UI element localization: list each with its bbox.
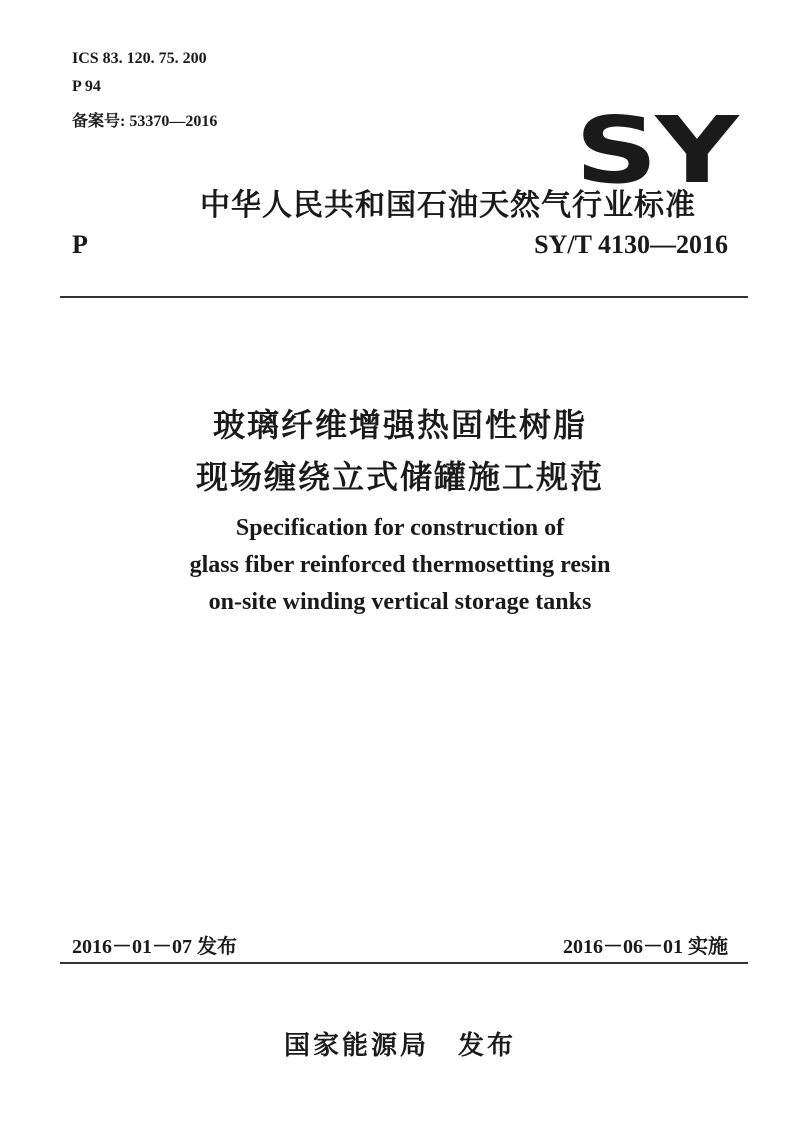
header-divider xyxy=(60,296,748,298)
cn-title-line-2: 现场缠绕立式储罐施工规范 xyxy=(195,458,604,496)
filing-number: 备案号: 53370—2016 xyxy=(72,113,218,130)
footer-divider xyxy=(60,962,748,964)
ics-code: ICS 83. 120. 75. 200 xyxy=(72,50,207,67)
en-title-line-2: glass fiber reinforced thermosetting resin xyxy=(189,552,611,578)
en-title-line-1: Specification for construction of xyxy=(235,515,565,541)
standard-number: SY/T 4130—2016 xyxy=(534,230,728,259)
industry-standard-title: 中华人民共和国石油天然气行业标准 xyxy=(200,188,696,223)
category-letter: P xyxy=(72,230,88,259)
ccs-code: P 94 xyxy=(72,78,101,95)
publisher: 国家能源局 发布 xyxy=(283,1031,516,1061)
en-title-line-3: on-site winding vertical storage tanks xyxy=(208,589,592,615)
implementation-date: 2016－06－01 实施 xyxy=(563,936,728,958)
issue-date: 2016－01－07 发布 xyxy=(72,936,237,958)
sy-logo: SY xyxy=(575,97,737,204)
cn-title-line-1: 玻璃纤维增强热固性树脂 xyxy=(212,406,587,444)
